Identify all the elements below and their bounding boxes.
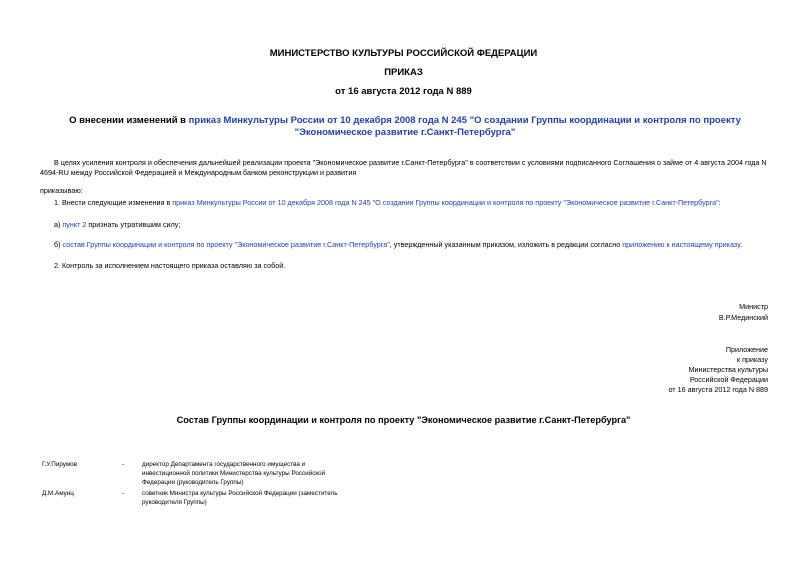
item-1 bbox=[54, 198, 721, 208]
item-b-middle: , утвержденный указанным приказом, изложить в редакции согласно bbox=[389, 240, 623, 249]
title-order-link[interactable]: приказ Минкультуры России от 10 декабря 2008 года N 245 "О создании Группы координации и контроля по проекту "Экономическое развитие г.Санкт-Петербурга" bbox=[188, 115, 741, 138]
item-b-composition-link[interactable]: состав Группы координации и контроля по проекту "Экономическое развитие г.Санкт-Петербурга" bbox=[62, 240, 390, 249]
member-dash: - bbox=[122, 461, 125, 468]
order-word: приказываю: bbox=[40, 186, 83, 195]
signatory-name: В.Р.Мединский bbox=[718, 313, 768, 322]
item-1-order-link[interactable]: приказ Минкультуры России от 10 декабря 2008 года N 245 "О создании Группы координации и контроля по проекту "Экономическое развитие г.Санкт-Петербурга" bbox=[172, 198, 719, 207]
composition-title: Состав Группы координации и контроля по проекту "Экономическое развитие г.Санкт-Петербурга" bbox=[176, 415, 631, 425]
member-role: советник Министра культуры Российской Федерации (заместитель руководителя Группы) bbox=[142, 490, 338, 506]
member-dash: - bbox=[122, 490, 125, 497]
member-name: Д.М.Амунц bbox=[42, 490, 74, 497]
document-date-number: от 16 августа 2012 года N 889 bbox=[335, 86, 472, 97]
item-b-suffix: . bbox=[739, 240, 742, 249]
member-role: директор Департамента государственного имущества и инвестиционной политики Министерства культуры Российской Федерации (руководитель Группы) bbox=[142, 461, 326, 486]
intro-paragraph: В целях усиления контроля и обеспечения дальнейшей реализации проекта "Экономическое развитие г.Санкт-Петербурга" в соответствии с условиями подписанного Соглашения о займе от 4 августа 2004 года N 4694-RU между Российской Федерацией и Международным банком реконструкции и развития bbox=[40, 158, 767, 177]
title-prefix: О внесении изменений в bbox=[69, 115, 189, 126]
item-b bbox=[54, 240, 742, 250]
item-b-appendix-link[interactable]: приложению к настоящему приказу bbox=[622, 240, 740, 249]
item-2: 2. Контроль за исполнением настоящего приказа оставляю за собой. bbox=[54, 261, 286, 270]
member-name: Г.У.Пирумов bbox=[42, 461, 78, 468]
document-type: ПРИКАЗ bbox=[384, 67, 423, 78]
signatory-position: Министр bbox=[739, 302, 768, 311]
appendix-line: Министерства культуры bbox=[688, 365, 768, 374]
item-a-prefix: а) bbox=[54, 220, 63, 229]
document-title bbox=[40, 115, 770, 139]
appendix-line: Приложение bbox=[725, 345, 768, 354]
item-b-prefix: б) bbox=[54, 240, 63, 249]
ministry-heading: МИНИСТЕРСТВО КУЛЬТУРЫ РОССИЙСКОЙ ФЕДЕРАЦИИ bbox=[269, 48, 538, 59]
appendix-line: к приказу bbox=[736, 355, 768, 364]
item-a-clause-link[interactable]: пункт 2 bbox=[62, 220, 87, 229]
item-1-suffix: : bbox=[718, 198, 721, 207]
item-1-prefix: 1. Внести следующие изменения в bbox=[54, 198, 173, 207]
item-a-suffix: признать утратившим силу; bbox=[86, 220, 181, 229]
appendix-line: Российской Федерации bbox=[689, 375, 768, 384]
item-a bbox=[54, 220, 180, 230]
appendix-line: от 16 августа 2012 года N 889 bbox=[668, 385, 768, 394]
